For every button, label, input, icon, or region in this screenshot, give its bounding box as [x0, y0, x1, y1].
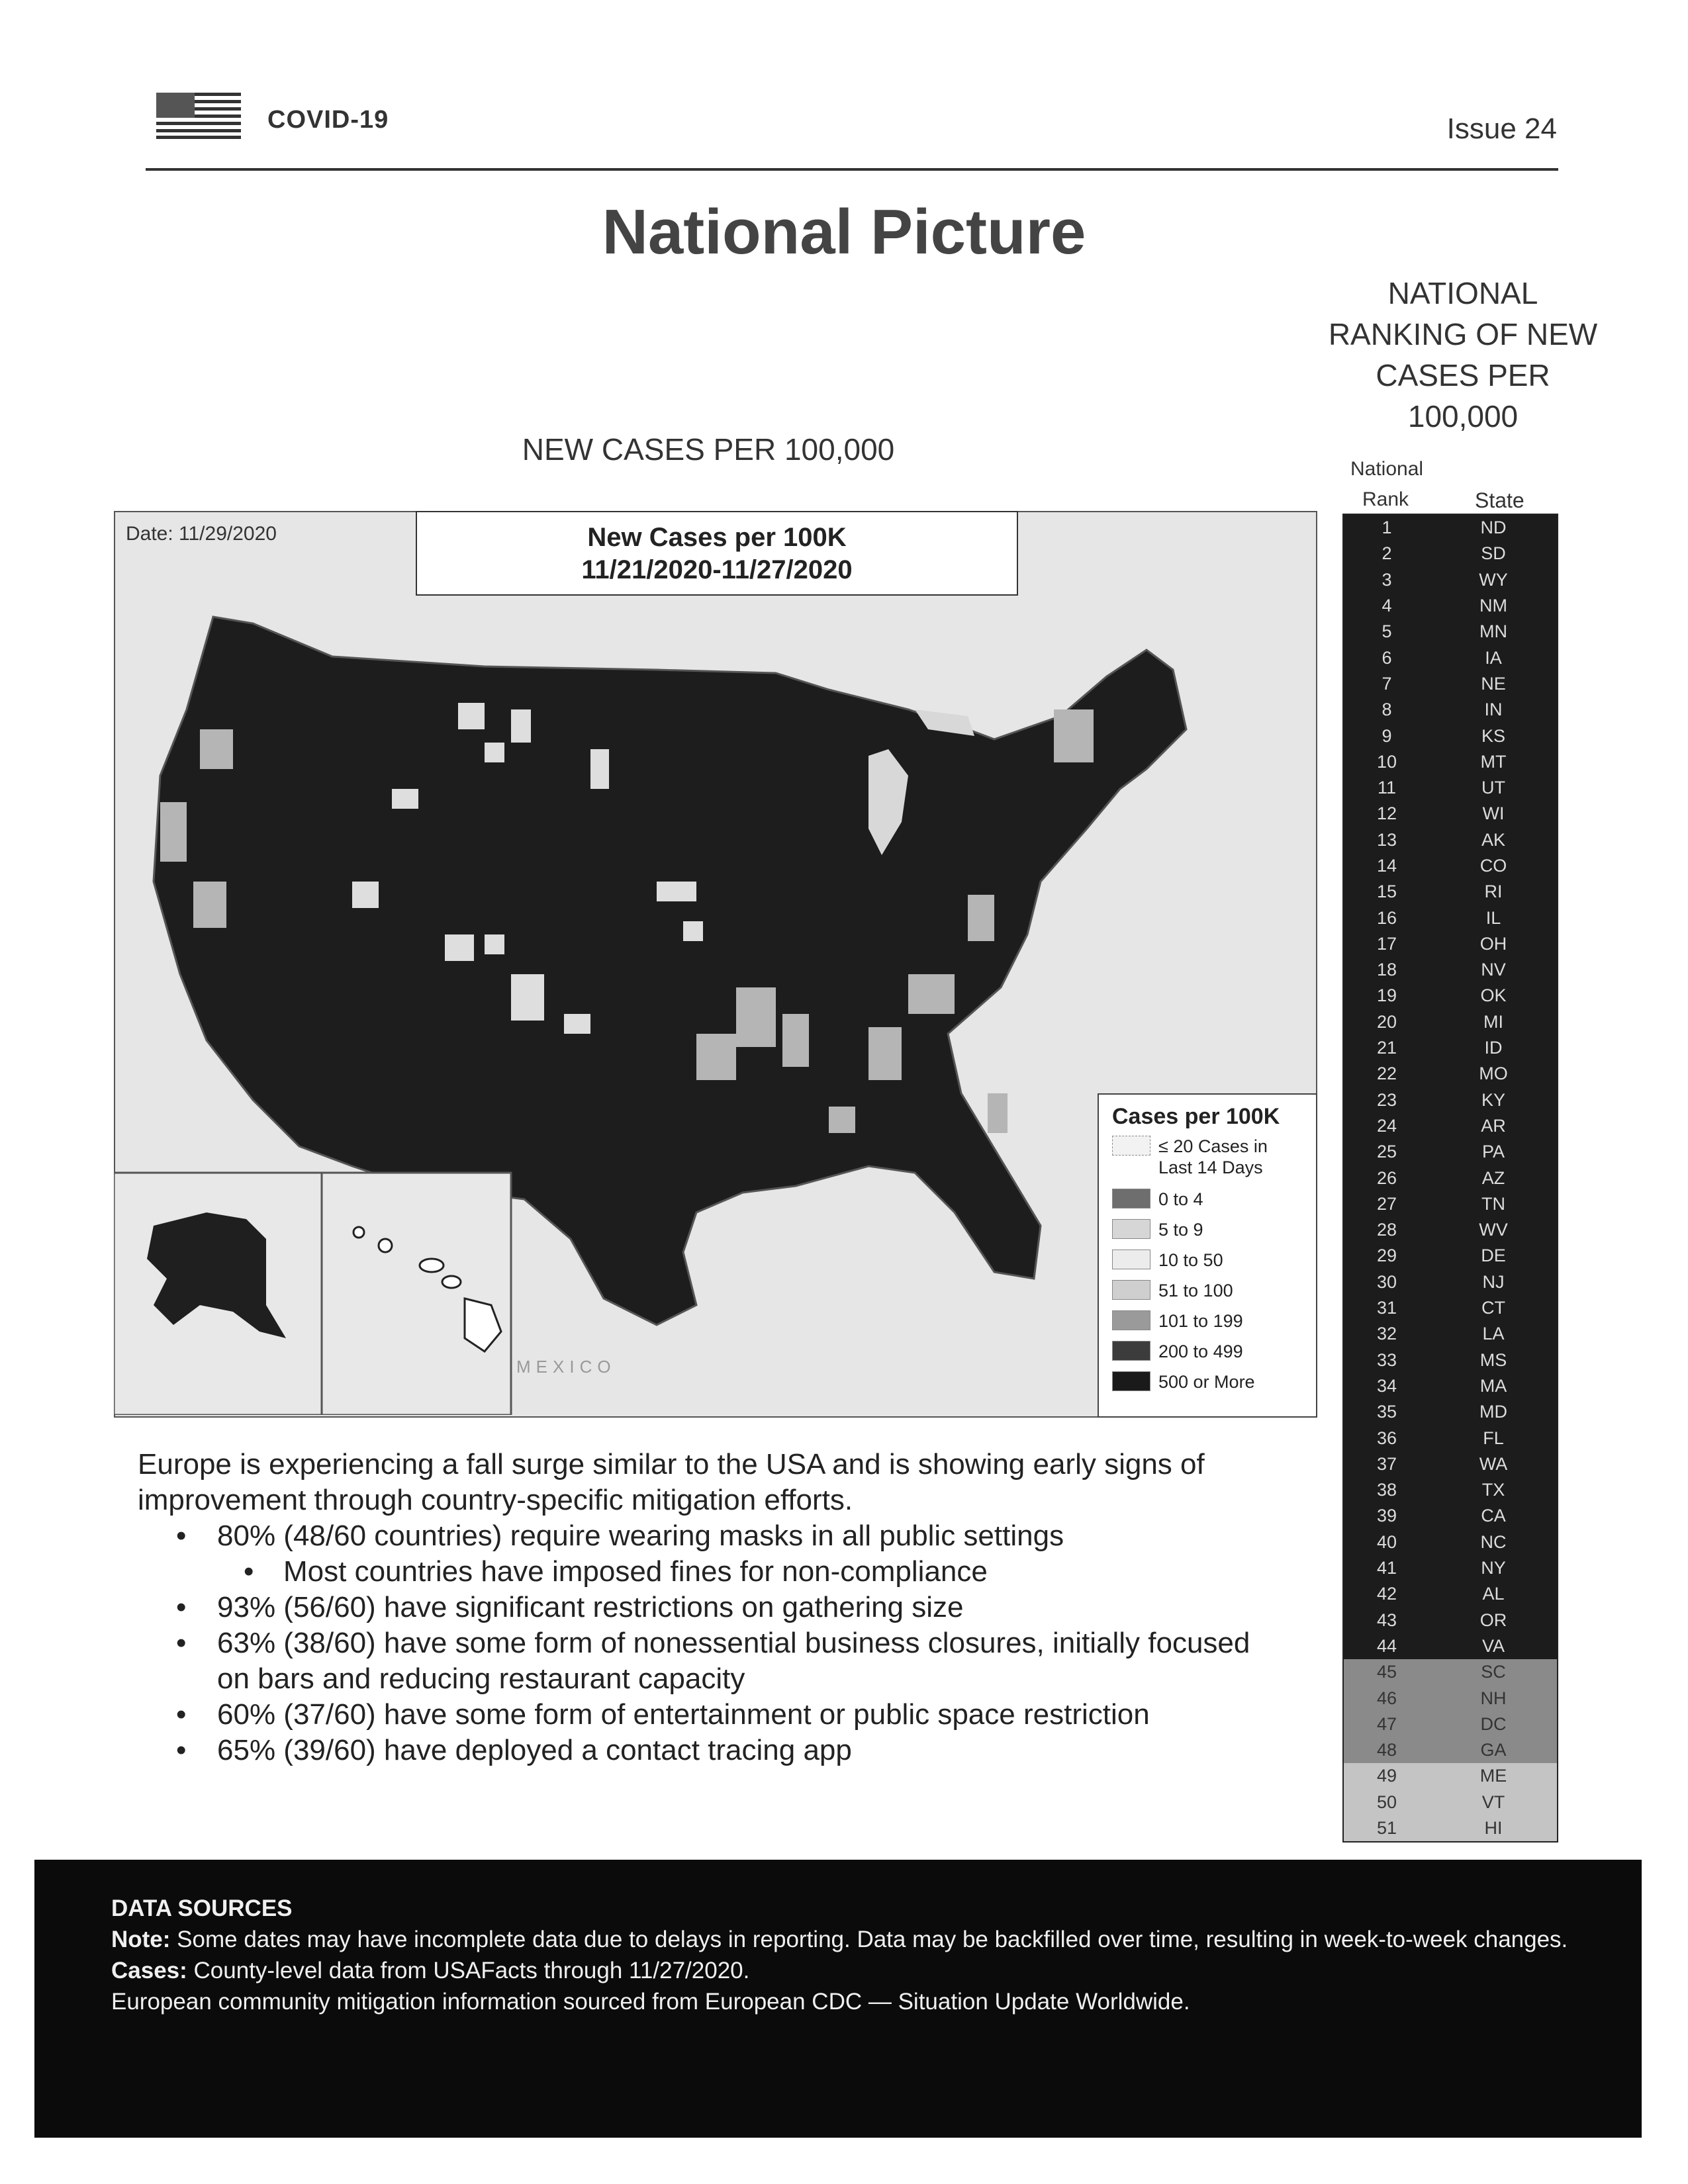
ranking-state: MD: [1479, 1402, 1507, 1422]
ranking-row: [1344, 619, 1557, 645]
ranking-rank: 48: [1376, 1740, 1397, 1760]
ranking-state: CT: [1481, 1298, 1505, 1318]
europe-bullet-list: [138, 1518, 1289, 1768]
legend-swatch: [1112, 1280, 1150, 1300]
ranking-rank: 23: [1376, 1089, 1397, 1110]
ranking-state: CO: [1479, 856, 1507, 876]
map-heading: NEW CASES PER 100,000: [522, 432, 895, 467]
bullet-dot-icon: •: [176, 1698, 187, 1731]
ranking-state: GA: [1480, 1740, 1507, 1760]
ranking-state: WA: [1479, 1453, 1508, 1474]
bullet-text: 65% (39/60) have deployed a contact tracing app: [217, 1734, 852, 1766]
ranking-row: [1344, 1815, 1557, 1841]
ranking-row: [1344, 1243, 1557, 1269]
ranking-rank: 50: [1376, 1792, 1397, 1812]
legend-item: [1112, 1219, 1203, 1240]
ranking-row: [1344, 1425, 1557, 1451]
legend-label: 101 to 199: [1158, 1311, 1243, 1331]
ranking-row: [1344, 1269, 1557, 1295]
ranking-rank: 41: [1376, 1558, 1397, 1578]
issue-number: Issue 24: [1446, 113, 1557, 145]
ranking-rank: 2: [1382, 543, 1392, 564]
ranking-state: TN: [1481, 1193, 1505, 1214]
ranking-row: [1344, 1061, 1557, 1087]
ranking-row: [1344, 1555, 1557, 1581]
ranking-row: [1344, 541, 1557, 567]
ranking-row: [1344, 1685, 1557, 1711]
legend-label: 5 to 9: [1158, 1220, 1203, 1240]
ranking-rank: 13: [1376, 829, 1397, 850]
ranking-state: NH: [1480, 1688, 1507, 1708]
ranking-row: [1344, 827, 1557, 853]
ranking-row: [1344, 671, 1557, 697]
ranking-row: [1344, 1659, 1557, 1685]
ranking-state: AL: [1482, 1584, 1505, 1604]
bullet-item: [138, 1733, 1289, 1768]
ranking-state: HI: [1484, 1817, 1503, 1838]
legend-title: Cases per 100K: [1112, 1104, 1280, 1129]
legend-swatch: [1112, 1136, 1150, 1156]
us-flag-icon: [156, 93, 241, 139]
ranking-row: [1344, 1087, 1557, 1113]
data-sources-footer: [34, 1860, 1642, 2138]
legend-item: [1112, 1341, 1243, 1362]
ranking-state: AR: [1481, 1115, 1506, 1136]
map-legend: [1098, 1093, 1317, 1418]
ranking-row: [1344, 1477, 1557, 1503]
brand-label: COVID-19: [267, 106, 389, 134]
footer-heading: DATA SOURCES: [111, 1895, 293, 1921]
ranking-rank: 10: [1376, 751, 1397, 772]
ranking-row: [1344, 1763, 1557, 1789]
page-title: National Picture: [602, 197, 1086, 267]
bullet-item: [138, 1554, 1289, 1590]
note-text: Some dates may have incomplete data due to delays in reporting. Data may be backfilled over time, resulting in week-to-week changes.: [177, 1927, 1568, 1952]
bullet-dot-icon: •: [244, 1555, 254, 1588]
europe-intro: Europe is experiencing a fall surge similar to the USA and is showing early signs of improvement through country-specific mitigation efforts.: [138, 1448, 1205, 1516]
ranking-state: DC: [1480, 1713, 1507, 1734]
ranking-state: NE: [1481, 673, 1506, 694]
ranking-rank: 21: [1376, 1038, 1397, 1058]
cases-label: Cases:: [111, 1958, 187, 1983]
bullet-item: [138, 1625, 1289, 1697]
cases-text: County-level data from USAFacts through 11/27/2020.: [193, 1958, 750, 1983]
ranking-state: FL: [1483, 1428, 1504, 1448]
ranking-row: [1344, 1321, 1557, 1347]
ranking-state: NV: [1481, 960, 1506, 980]
ranking-row: [1344, 801, 1557, 827]
ranking-rank: 14: [1376, 856, 1397, 876]
ranking-rank: 35: [1376, 1402, 1397, 1422]
ranking-state: VT: [1481, 1792, 1505, 1812]
ranking-rank: 36: [1376, 1428, 1397, 1448]
ranking-state: ID: [1484, 1038, 1503, 1058]
ranking-row: [1344, 1139, 1557, 1165]
ranking-state: VA: [1481, 1635, 1505, 1656]
ranking-rank: 31: [1376, 1298, 1397, 1318]
hawaii-inset: [322, 1173, 511, 1415]
ranking-rank: 9: [1382, 725, 1392, 746]
ranking-state: OR: [1479, 1610, 1507, 1630]
legend-item: [1112, 1250, 1223, 1271]
ranking-state: WI: [1482, 803, 1505, 824]
ranking-rank: 11: [1377, 778, 1397, 798]
bullet-dot-icon: •: [176, 1520, 187, 1552]
ranking-rank: 30: [1376, 1271, 1397, 1292]
ranking-title: NATIONAL RANKING OF NEW CASES PER 100,000: [1328, 276, 1598, 433]
ranking-rank: 37: [1376, 1453, 1397, 1474]
legend-item: [1112, 1280, 1233, 1301]
ranking-row: [1344, 879, 1557, 905]
ranking-state: ME: [1479, 1766, 1507, 1786]
ranking-row: [1344, 1581, 1557, 1607]
header-divider: [146, 168, 1558, 171]
ranking-state: WY: [1479, 569, 1508, 590]
ranking-rank: 34: [1376, 1375, 1397, 1396]
legend-item: [1112, 1136, 1291, 1178]
ranking-rank: 40: [1376, 1531, 1397, 1552]
ranking-table: [1342, 514, 1558, 1843]
ranking-state: CA: [1481, 1506, 1506, 1526]
bullet-text: Most countries have imposed fines for non-compliance: [283, 1555, 988, 1588]
ranking-row: [1344, 931, 1557, 957]
mexico-label: MEXICO: [516, 1357, 616, 1377]
ranking-rank: 8: [1382, 700, 1392, 720]
ranking-row: [1344, 723, 1557, 749]
ranking-column-state: State: [1475, 488, 1524, 512]
ranking-state: TX: [1481, 1480, 1505, 1500]
ranking-state: PA: [1481, 1142, 1505, 1162]
ranking-state: WV: [1479, 1220, 1508, 1240]
ranking-rank: 18: [1376, 960, 1397, 980]
ranking-rank: 17: [1376, 933, 1397, 954]
legend-item: [1112, 1371, 1255, 1392]
map-date-range: 11/21/2020-11/27/2020: [581, 555, 853, 584]
ranking-rank: 16: [1376, 907, 1397, 928]
legend-label: 0 to 4: [1158, 1189, 1203, 1209]
ranking-row: [1344, 1711, 1557, 1737]
note-label: Note:: [111, 1927, 171, 1952]
ranking-row: [1344, 1503, 1557, 1529]
ranking-state: NJ: [1482, 1271, 1505, 1292]
ranking-state: NY: [1481, 1558, 1506, 1578]
ranking-rank: 51: [1376, 1817, 1397, 1838]
ranking-row: [1344, 1295, 1557, 1321]
ranking-state: SD: [1481, 543, 1506, 564]
ranking-rank: 26: [1376, 1167, 1397, 1188]
legend-swatch: [1112, 1250, 1150, 1269]
ranking-row: [1344, 1373, 1557, 1399]
ranking-rank: 39: [1376, 1506, 1397, 1526]
legend-swatch: [1112, 1371, 1150, 1391]
legend-label: 500 or More: [1158, 1372, 1255, 1392]
ranking-rank: 42: [1376, 1584, 1397, 1604]
bullet-dot-icon: •: [176, 1591, 187, 1623]
bullet-text: 80% (48/60 countries) require wearing masks in all public settings: [217, 1520, 1064, 1552]
ranking-rank: 7: [1382, 673, 1392, 694]
ranking-rank: 44: [1376, 1635, 1397, 1656]
ranking-rank: 47: [1376, 1713, 1397, 1734]
ranking-state: LA: [1482, 1324, 1505, 1344]
map-date: Date: 11/29/2020: [126, 523, 277, 545]
bullet-text: 93% (56/60) have significant restrictions on gathering size: [217, 1591, 964, 1623]
ranking-state: SC: [1481, 1662, 1506, 1682]
legend-swatch: [1112, 1219, 1150, 1239]
ranking-state: MT: [1480, 751, 1507, 772]
ranking-rank: 1: [1382, 518, 1392, 538]
ranking-state: IN: [1484, 700, 1503, 720]
legend-label: 10 to 50: [1158, 1250, 1223, 1270]
ranking-state: AK: [1481, 829, 1506, 850]
ranking-row: [1344, 775, 1557, 801]
ranking-row: [1344, 1607, 1557, 1633]
ranking-state: DE: [1481, 1246, 1506, 1266]
ranking-state: MO: [1479, 1064, 1508, 1084]
ranking-row: [1344, 645, 1557, 670]
ranking-state: ND: [1480, 518, 1507, 538]
ranking-rank: 46: [1376, 1688, 1397, 1708]
ranking-row: [1344, 1633, 1557, 1659]
ranking-rank: 22: [1376, 1064, 1397, 1084]
ranking-state: KS: [1481, 725, 1506, 746]
ranking-state: IL: [1485, 907, 1501, 928]
ranking-rank: 27: [1376, 1193, 1397, 1214]
ranking-rank: 45: [1376, 1662, 1397, 1682]
ranking-state: UT: [1481, 778, 1505, 798]
bullet-item: [138, 1697, 1289, 1733]
legend-label: 51 to 100: [1158, 1281, 1233, 1300]
ranking-rank: 19: [1376, 985, 1397, 1006]
ranking-row: [1344, 1737, 1557, 1763]
ranking-rank: 15: [1376, 882, 1397, 902]
ranking-rank: 33: [1376, 1349, 1397, 1370]
ranking-state: MA: [1479, 1375, 1507, 1396]
ranking-row: [1344, 1399, 1557, 1425]
ranking-row: [1344, 1035, 1557, 1061]
ranking-row: [1344, 983, 1557, 1009]
ranking-row: [1344, 749, 1557, 775]
ranking-rank: 38: [1376, 1480, 1397, 1500]
ranking-state: MI: [1483, 1011, 1503, 1032]
legend-swatch: [1112, 1189, 1150, 1208]
ranking-rank: 5: [1382, 621, 1392, 642]
ranking-row: [1344, 567, 1557, 593]
european-source-text: European community mitigation information sourced from European CDC — Situation Update Worldwide.: [111, 1989, 1190, 2015]
bullet-text: 60% (37/60) have some form of entertainment or public space restriction: [217, 1698, 1150, 1731]
legend-label: 200 to 499: [1158, 1342, 1243, 1361]
ranking-rank: 29: [1376, 1246, 1397, 1266]
map-title: New Cases per 100K: [587, 523, 847, 552]
ranking-row: [1344, 1191, 1557, 1217]
ranking-row: [1344, 1009, 1557, 1035]
ranking-state: AZ: [1481, 1167, 1505, 1188]
ranking-row: [1344, 905, 1557, 931]
bullet-dot-icon: •: [176, 1627, 187, 1659]
ranking-rank: 12: [1376, 803, 1397, 824]
ranking-row: [1344, 957, 1557, 983]
ranking-rank: 49: [1376, 1766, 1397, 1786]
ranking-row: [1344, 1347, 1557, 1373]
bullet-dot-icon: •: [176, 1734, 187, 1766]
ranking-state: NC: [1480, 1531, 1507, 1552]
ranking-rank: 32: [1376, 1324, 1397, 1344]
ranking-state: OK: [1480, 985, 1507, 1006]
ranking-state: RI: [1484, 882, 1503, 902]
ranking-row: [1344, 1451, 1557, 1477]
ranking-row: [1344, 1113, 1557, 1139]
ranking-state: MN: [1479, 621, 1507, 642]
bullet-item: [138, 1590, 1289, 1625]
legend-label: ≤ 20 Cases in Last 14 Days: [1158, 1136, 1268, 1177]
ranking-rank: 28: [1376, 1220, 1397, 1240]
ranking-state: OH: [1479, 933, 1507, 954]
ranking-row: [1344, 593, 1557, 619]
ranking-rank: 4: [1382, 596, 1392, 616]
ranking-state: NM: [1479, 596, 1507, 616]
ranking-row: [1344, 697, 1557, 723]
legend-swatch: [1112, 1310, 1150, 1330]
legend-item: [1112, 1310, 1243, 1332]
ranking-row: [1344, 853, 1557, 879]
ranking-state: IA: [1485, 647, 1502, 668]
ranking-row: [1344, 1165, 1557, 1191]
map-title-box: [416, 511, 1018, 596]
ranking-row: [1344, 1217, 1557, 1243]
legend-item: [1112, 1189, 1203, 1210]
europe-summary: [138, 1447, 1289, 1768]
ranking-row: [1344, 515, 1557, 541]
ranking-state: MS: [1479, 1349, 1507, 1370]
ranking-rank: 6: [1382, 647, 1392, 668]
ranking-row: [1344, 1529, 1557, 1555]
ranking-column-national: National: [1350, 458, 1424, 480]
bullet-item: [138, 1518, 1289, 1554]
ranking-rank: 43: [1376, 1610, 1397, 1630]
ranking-state: KY: [1481, 1089, 1506, 1110]
ranking-rank: 24: [1376, 1115, 1397, 1136]
ranking-rank: 3: [1382, 569, 1392, 590]
ranking-row: [1344, 1790, 1557, 1815]
ranking-rank: 25: [1376, 1142, 1397, 1162]
legend-swatch: [1112, 1341, 1150, 1361]
ranking-column-rank: Rank: [1362, 488, 1409, 510]
bullet-text: 63% (38/60) have some form of nonessential business closures, initially focused on bars and reducing restaurant capacity: [217, 1627, 1250, 1695]
ranking-rank: 20: [1376, 1011, 1397, 1032]
